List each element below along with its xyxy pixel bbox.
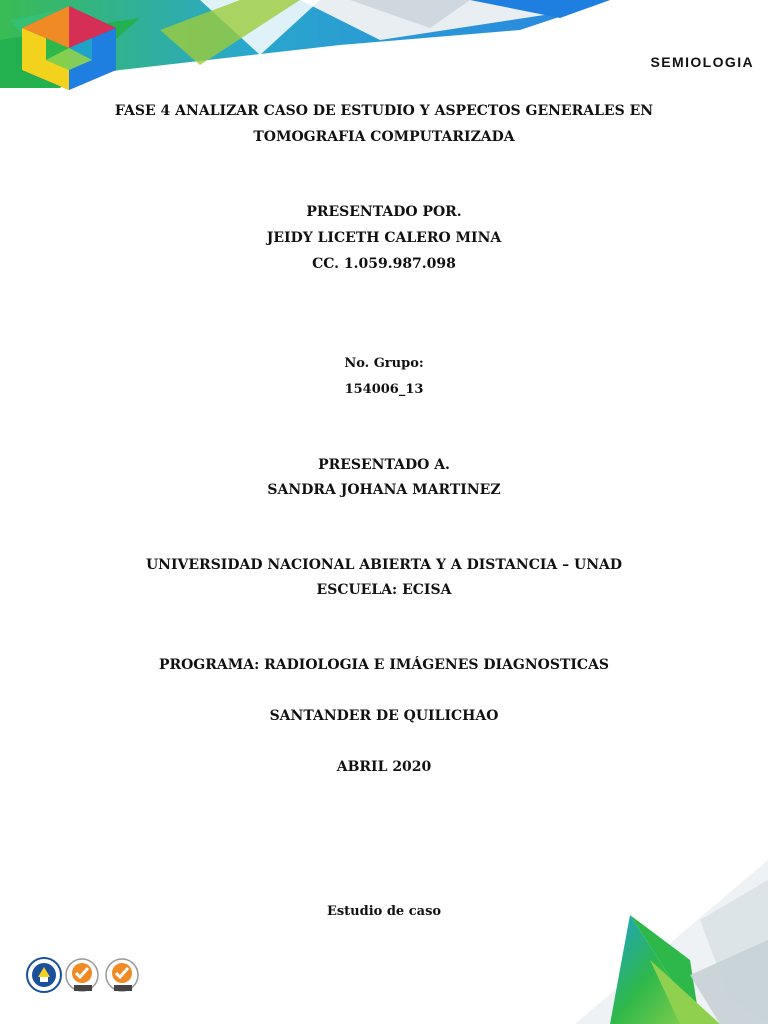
document-type: Estudio de caso: [326, 904, 442, 919]
author-id: CC. 1.059.987.098: [312, 256, 456, 272]
title-line-1: FASE 4 ANALIZAR CASO DE ESTUDIO Y ASPECTOS GENERALES EN: [114, 103, 654, 119]
university-name: UNIVERSIDAD NACIONAL ABIERTA Y A DISTANCIA – UNAD: [145, 557, 623, 573]
tutor-label: PRESENTADO A.: [318, 457, 450, 473]
author-name: JEIDY LICETH CALERO MINA: [266, 230, 502, 246]
school-name: ESCUELA: ECISA: [316, 582, 452, 598]
certification-logos: [26, 955, 146, 1003]
tutor-name: SANDRA JOHANA MARTINEZ: [267, 482, 501, 498]
program-name: PROGRAMA: RADIOLOGIA E IMÁGENES DIAGNOSTICAS: [158, 657, 610, 673]
sgs-certification-icon: [106, 959, 138, 991]
group-label: No. Grupo:: [344, 356, 424, 371]
brand-logo: [16, 4, 122, 92]
sgs-certification-icon: [66, 959, 98, 991]
group-value: 154006_13: [344, 382, 424, 397]
date: ABRIL 2020: [336, 759, 432, 775]
author-label: PRESENTADO POR.: [306, 204, 462, 220]
location: SANTANDER DE QUILICHAO: [269, 708, 499, 724]
title-line-2: TOMOGRAFIA COMPUTARIZADA: [253, 129, 515, 145]
unad-seal-icon: [27, 958, 61, 992]
subject-label: SEMIOLOGIA: [650, 54, 754, 70]
